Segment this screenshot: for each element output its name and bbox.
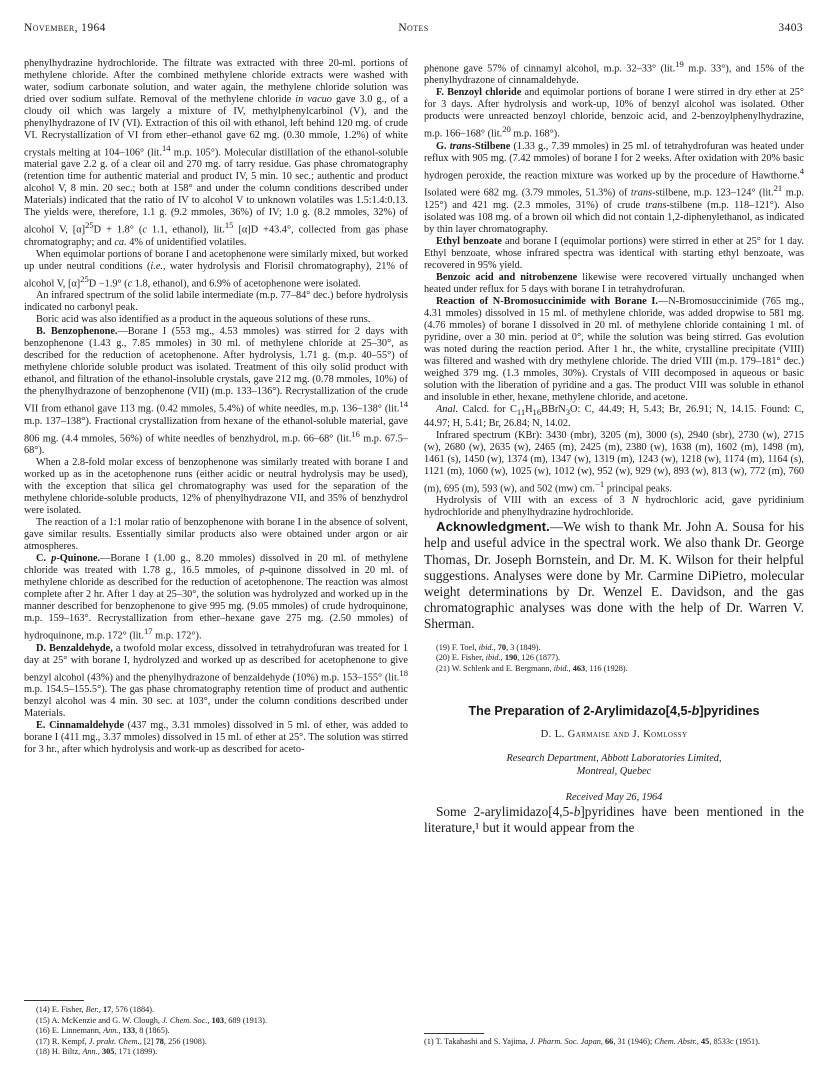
footnotes-left xyxy=(24,1005,408,1058)
right-column-paragraph: Hydrolysis of VIII with an excess of 3 N hydrochloric acid, gave pyridinium hydrochloride and phenylhydrazine hydrochloride. xyxy=(424,495,804,519)
left-column-paragraph: When equimolar portions of borane I and acetophenone were similarly mixed, but worked up under neutral conditions (i.e., water hydrolysis and Florisil chromatography), 21% of alcohol V, $[\alpha]^{25}D -1.9^\circ$ (c 1.8, ethanol), and 6.9% of acetophenone were isolated. xyxy=(24,248,408,290)
reference: (20) E. Fisher, ibid., 190, 126 (1877). xyxy=(436,653,561,663)
header-date: November, 1964 xyxy=(24,22,106,34)
right-column-paragraph: G. trans-Stilbene (1.33 g., 7.39 mmoles) in 25 ml. of tetrahydrofuran was heated under reflux with 905 mg. (7.42 mmoles) of borane I for 2 weeks. After oxidation with 20% basic hydrogen peroxide, the reaction mixture was worked up by the procedure of Hawthorne.$^4$ Isolated were 682 mg. (3.79 mmoles, 51.3%) of trans-stilbene, m.p. 123–124° (lit.$^{21}$ m.p. 125°) and 421 mg. (2.3 mmoles, 31%) of crude trans-stilbene (m.p. 118–121°). Also isolated was 108 mg. of a brown oil which did not contain 1,2-diphenylethanol, as indicated by thin layer chromatography. xyxy=(424,140,804,235)
footnote: (16) E. Linnemann, Ann., 133, 8 (1865). xyxy=(36,1026,170,1036)
affiliation-line-2: Montreal, Quebec xyxy=(576,765,652,777)
footnote-rule-right xyxy=(424,1033,484,1034)
acknowledgment xyxy=(424,519,804,632)
left-column-paragraph: B. Benzophenone.—Borane I (553 mg., 4.53 mmoles) was stirred for 2 days with benzophenone (1.43 g., 7.85 mmoles) in 30 ml. of methylene chloride at 25–30°, as described for the reduction of acetophenone. After hydrolysis, 1.71 g. (m.p. 40–55°) of methylene chloride soluble product was isolated. Treatment of this oily solid product with ethanol, and filtration of the ethanol-insoluble crystals, gave 212 mg. (0.78 mmoles, 10%) of the phenylhydrazone of benzophenone (VII) (m.p. 133–136°). Recrystallization of the crude VII from ethanol gave 113 mg. (0.42 mmoles, 5.4%) of white needles, m.p. 136–138° (lit.$^{14}$ m.p. 137–138°). Fractional crystallization from hexane of the ethanol-soluble material, gave 806 mg. (4.4 mmoles, 56%) of white needles of benzhydrol, m.p. 66–68° (lit.$^{16}$ m.p. 67.5–68°). xyxy=(24,326,408,457)
right-column xyxy=(424,58,804,1063)
left-column-paragraph: C. p-Quinone.—Borane I (1.00 g., 8.20 mmoles) dissolved in 20 ml. of methylene chloride was treated with 1.78 g., 16.5 mmoles, of p-quinone dissolved in 20 ml. of methylene chloride as described for the reduction of acetophenone. The reaction was almost complete after 2 hr. After 1 day at 25–30°, the solution was hydrolyzed and worked up in the manner described for benzophenone to give 995 mg. (9.05 mmoles) of crude hydroquinone, m.p. 159–163°. Recrystallization from ether–hexane gave 275 mg. (2.50 mmoles) of hydroquinone, m.p. 172° (lit.$^{17}$ m.p. 172°). xyxy=(24,553,408,642)
left-column-paragraph: E. Cinnamaldehyde (437 mg., 3.31 mmoles) dissolved in 5 ml. of ether, was added to borane I (411 mg., 3.37 mmoles) dissolved in 15 ml. of ether at 25°. The solution was stirred for 3 hr., after which hydrolysis and work-up as described for aceto- xyxy=(24,719,408,755)
article-authors: D. L. Garmaise and J. Komlossy xyxy=(540,729,688,741)
left-column-paragraph: When a 2.8-fold molar excess of benzophenone was similarly treated with borane I and worked up as in the acetophenone runs (either acidic or neutral hydrolysis may be used), with the exception that silica gel chromatography was used for the separation of the methylene chloride-soluble products, 12% of phenylhydrazone VII, and 35% of benzhydrol were isolated. xyxy=(24,457,408,517)
received-date: Received May 26, 1964 xyxy=(565,792,663,804)
article-affiliation xyxy=(424,753,804,778)
left-column-paragraph: Boric acid was also identified as a product in the aqueous solutions of these runs. xyxy=(36,314,371,326)
affiliation-line-1: Research Department, Abbott Laboratories Limited, xyxy=(506,753,722,765)
acknowledgment-text: —We wish to thank Mr. John A. Sousa for his help and useful advice in the spectral work. We also thank Dr. George Thomas, Dr. Joseph Bornstein, and Dr. M. K. Wilson for their helpful suggestions. Analyses were done by Mr. Carmine DiPietro, molecular weight determinations by Dr. Wenzel E. Davidson, and the gas chromatographic analyses was done with the help of Dr. Warren V. Sherman. xyxy=(424,519,804,632)
header-section: Notes xyxy=(398,22,429,34)
footnote: (14) E. Fisher, Ber., 17, 576 (1884). xyxy=(36,1005,155,1014)
left-column-paragraph: phenylhydrazine hydrochloride. The filtrate was extracted with three 20-ml. portions of methylene chloride. After the combined methylene chloride extracts were washed with water, sodium carbonate solution, and water again, the methylene chloride solution was dried over sodium sulfate. Removal of the methylene chloride in vacuo gave 3.0 g., of a cloudy oil which was largely a mixture of IV, methylphenylcarbinol (V), and the phenylhydrazone of IV (VI). Extraction of this oil with ethanol, left behind 120 mg. of crude VI. Recrystallization of VI from ether–ethanol gave 62 mg. (0.30 mmole, 1.2%) of white crystals melting at 104–106° (lit.$^{14}$ m.p. 105°). Molecular distillation of the ethanol-soluble material gave 2.2 g. of a clear oil and 270 mg. of tarry residue. Gas phase chromatography (retention time for authentic material and product IV, 5 min. 10 sec.; authentic and product alcohol V, 8 min. 20 sec.; both at 158° and under the column conditions described under Materials) indicated that the ratio of IV to alcohol V to unknown volatiles was 1.5:1.4:0.13. The yields were, therefore, 1.1 g. (9.2 mmoles, 36%) of IV; 1.0 g. (8.2 mmoles, 32%) of alcohol V, $[\alpha]^{25}D + 1.8^\circ$ (c 1.1, ethanol), lit.$^{15}$ [α]D +43.4°, collected from gas phase chromatography; and ca. 4% of unidentified volatiles. xyxy=(24,58,408,248)
reference-list xyxy=(424,643,804,675)
footnote: (18) H. Biltz, Ann., 305, 171 (1899). xyxy=(36,1047,158,1057)
right-column-paragraph: phenone gave 57% of cinnamyl alcohol, m.p. 32–33° (lit.$^{19}$ m.p. 33°), and 15% of the phenylhydrazone of cinnamaldehyde. xyxy=(424,59,804,87)
right-column-paragraphs xyxy=(424,58,804,519)
reference: (19) F. Toel, ibid., 70, 3 (1849). xyxy=(436,642,541,652)
left-column xyxy=(24,58,408,988)
acknowledgment-label: Acknowledgment. xyxy=(436,519,550,535)
right-column-paragraph: F. Benzoyl chloride and equimolar portions of borane I were stirred in dry ether at 25° for 3 days. After hydrolysis and work-up, 10% of benzyl alcohol was isolated. Other products were unreacted benzoyl chloride, benzoic acid, and 2-benzoylphenylhydrazine, m.p. 166–168° (lit.$^{20}$ m.p. 168°). xyxy=(424,87,804,140)
left-column-paragraph: The reaction of a 1:1 molar ratio of benzophenone with borane I in the absence of solvent, gave similar results. Essentially similar products also were obtained under argon or air atmospheres. xyxy=(24,517,408,553)
page-header xyxy=(24,22,803,38)
footnote-rule-left xyxy=(24,1000,84,1001)
right-column-paragraph: Anal. Calcd. for $C_{11}H_{16}BBrN_3O$: C, 44.49; H, 5.43; Br, 26.91; N, 14.15. Found: C, 44.97; H, 5.41; Br, 26.84; N, 14.02. xyxy=(424,403,804,429)
footnote: (15) A. McKenzie and G. W. Clough, J. Chem. Soc., 103, 689 (1913). xyxy=(36,1015,267,1025)
right-column-paragraph: Ethyl benzoate and borane I (equimolar portions) were stirred in ether at 25° for 1 day. Ethyl benzoate, whose infrared spectra was identical with starting ethyl benzoate, was recovered in 95% yield. xyxy=(424,235,804,271)
left-column-paragraph: An infrared spectrum of the solid labile intermediate (m.p. 77–84° dec.) before hydrolysis indicated no carbonyl peak. xyxy=(24,290,408,314)
left-column-paragraph: D. Benzaldehyde, a twofold molar excess, dissolved in tetrahydrofuran was treated for 1 day at 25° with borane I, hydrolyzed and worked up as described for acetophenone to give benzyl alcohol (43%) and the phenylhydrazone of benzaldehyde (10%) m.p. 153–155° (lit.$^{18}$ m.p. 154.5–155.5°). The gas phase chromatography retention time of product and authentic benzyl alcohol was 4 min. 30 sec. at 103°, under the column conditions described under Materials. xyxy=(24,642,408,719)
right-column-paragraph: Benzoic acid and nitrobenzene likewise were recovered virtually unchanged when heated under reflux for 5 days with borane I in tetrahydrofuran. xyxy=(424,271,804,295)
reference: (21) W. Schlenk and E. Bergmann, ibid., 463, 116 (1928). xyxy=(436,663,628,673)
article-intro: Some 2-arylimidazo[4,5-b]pyridines have been mentioned in the literature,¹ but it would appear from the xyxy=(424,804,804,836)
footnote: (17) R. Kempf, J. prakt. Chem., [2] 78, 256 (1908). xyxy=(36,1036,207,1046)
footnote-right: (1) T. Takahashi and S. Yajima, J. Pharm. Soc. Japan, 66, 31 (1946); Chem. Abstr., 45, 8533c (1951). xyxy=(424,1037,761,1046)
right-column-paragraph: Infrared spectrum (KBr): 3430 (mbr), 3205 (m), 3000 (s), 2940 (sbr), 2730 (w), 2715 (w), 2680 (w), 2635 (w), 2465 (m), 2425 (m), 2380 (w), 1638 (m), 1602 (m), 1498 (m), 1461 (s), 1450 (w), 1374 (m), 1347 (w), 1319 (m), 1243 (w), 1218 (w), 1174 (m), 1164 (s), 1121 (m), 1060 (w), 1025 (w), 1012 (w), 952 (w), 929 (w), 893 (w), 813 (w), 772 (m), 760 (m), 695 (m), 593 (w), and 502 (mw) cm.$^{-1}$ principal peaks. xyxy=(424,429,804,495)
article-title: The Preparation of 2-Arylimidazo[4,5-b]pyridines xyxy=(468,704,760,719)
page-number: 3403 xyxy=(778,22,803,34)
right-column-paragraph: Reaction of N-Bromosuccinimide with Borane I.—N-Bromosuccinimide (765 mg., 4.31 mmoles) dissolved in 15 ml. of methylene chloride, was added dropwise to 581 mg. (4.76 mmoles) of borane I dissolved in 20 ml. of methylene chloride containing 1 ml. of pyridine, over a 30 min. period at 0°, while the solution was being stirred. Gas evolution was noted during the reaction period. After 1 hr., the white, crystalline precipitate (VIII) was filtered and washed with dry methylene chloride. The dried VIII (m.p. 179–181° dec.) weighed 379 mg. (1.3 mmoles, 30%). Crystals of VIII decomposed in aqueous or basic solution with the liberation of pyridine and a gas. The product VIII was soluble in ethanol and insoluble in ether, hexane, methylene chloride, and acetone. xyxy=(424,295,804,403)
